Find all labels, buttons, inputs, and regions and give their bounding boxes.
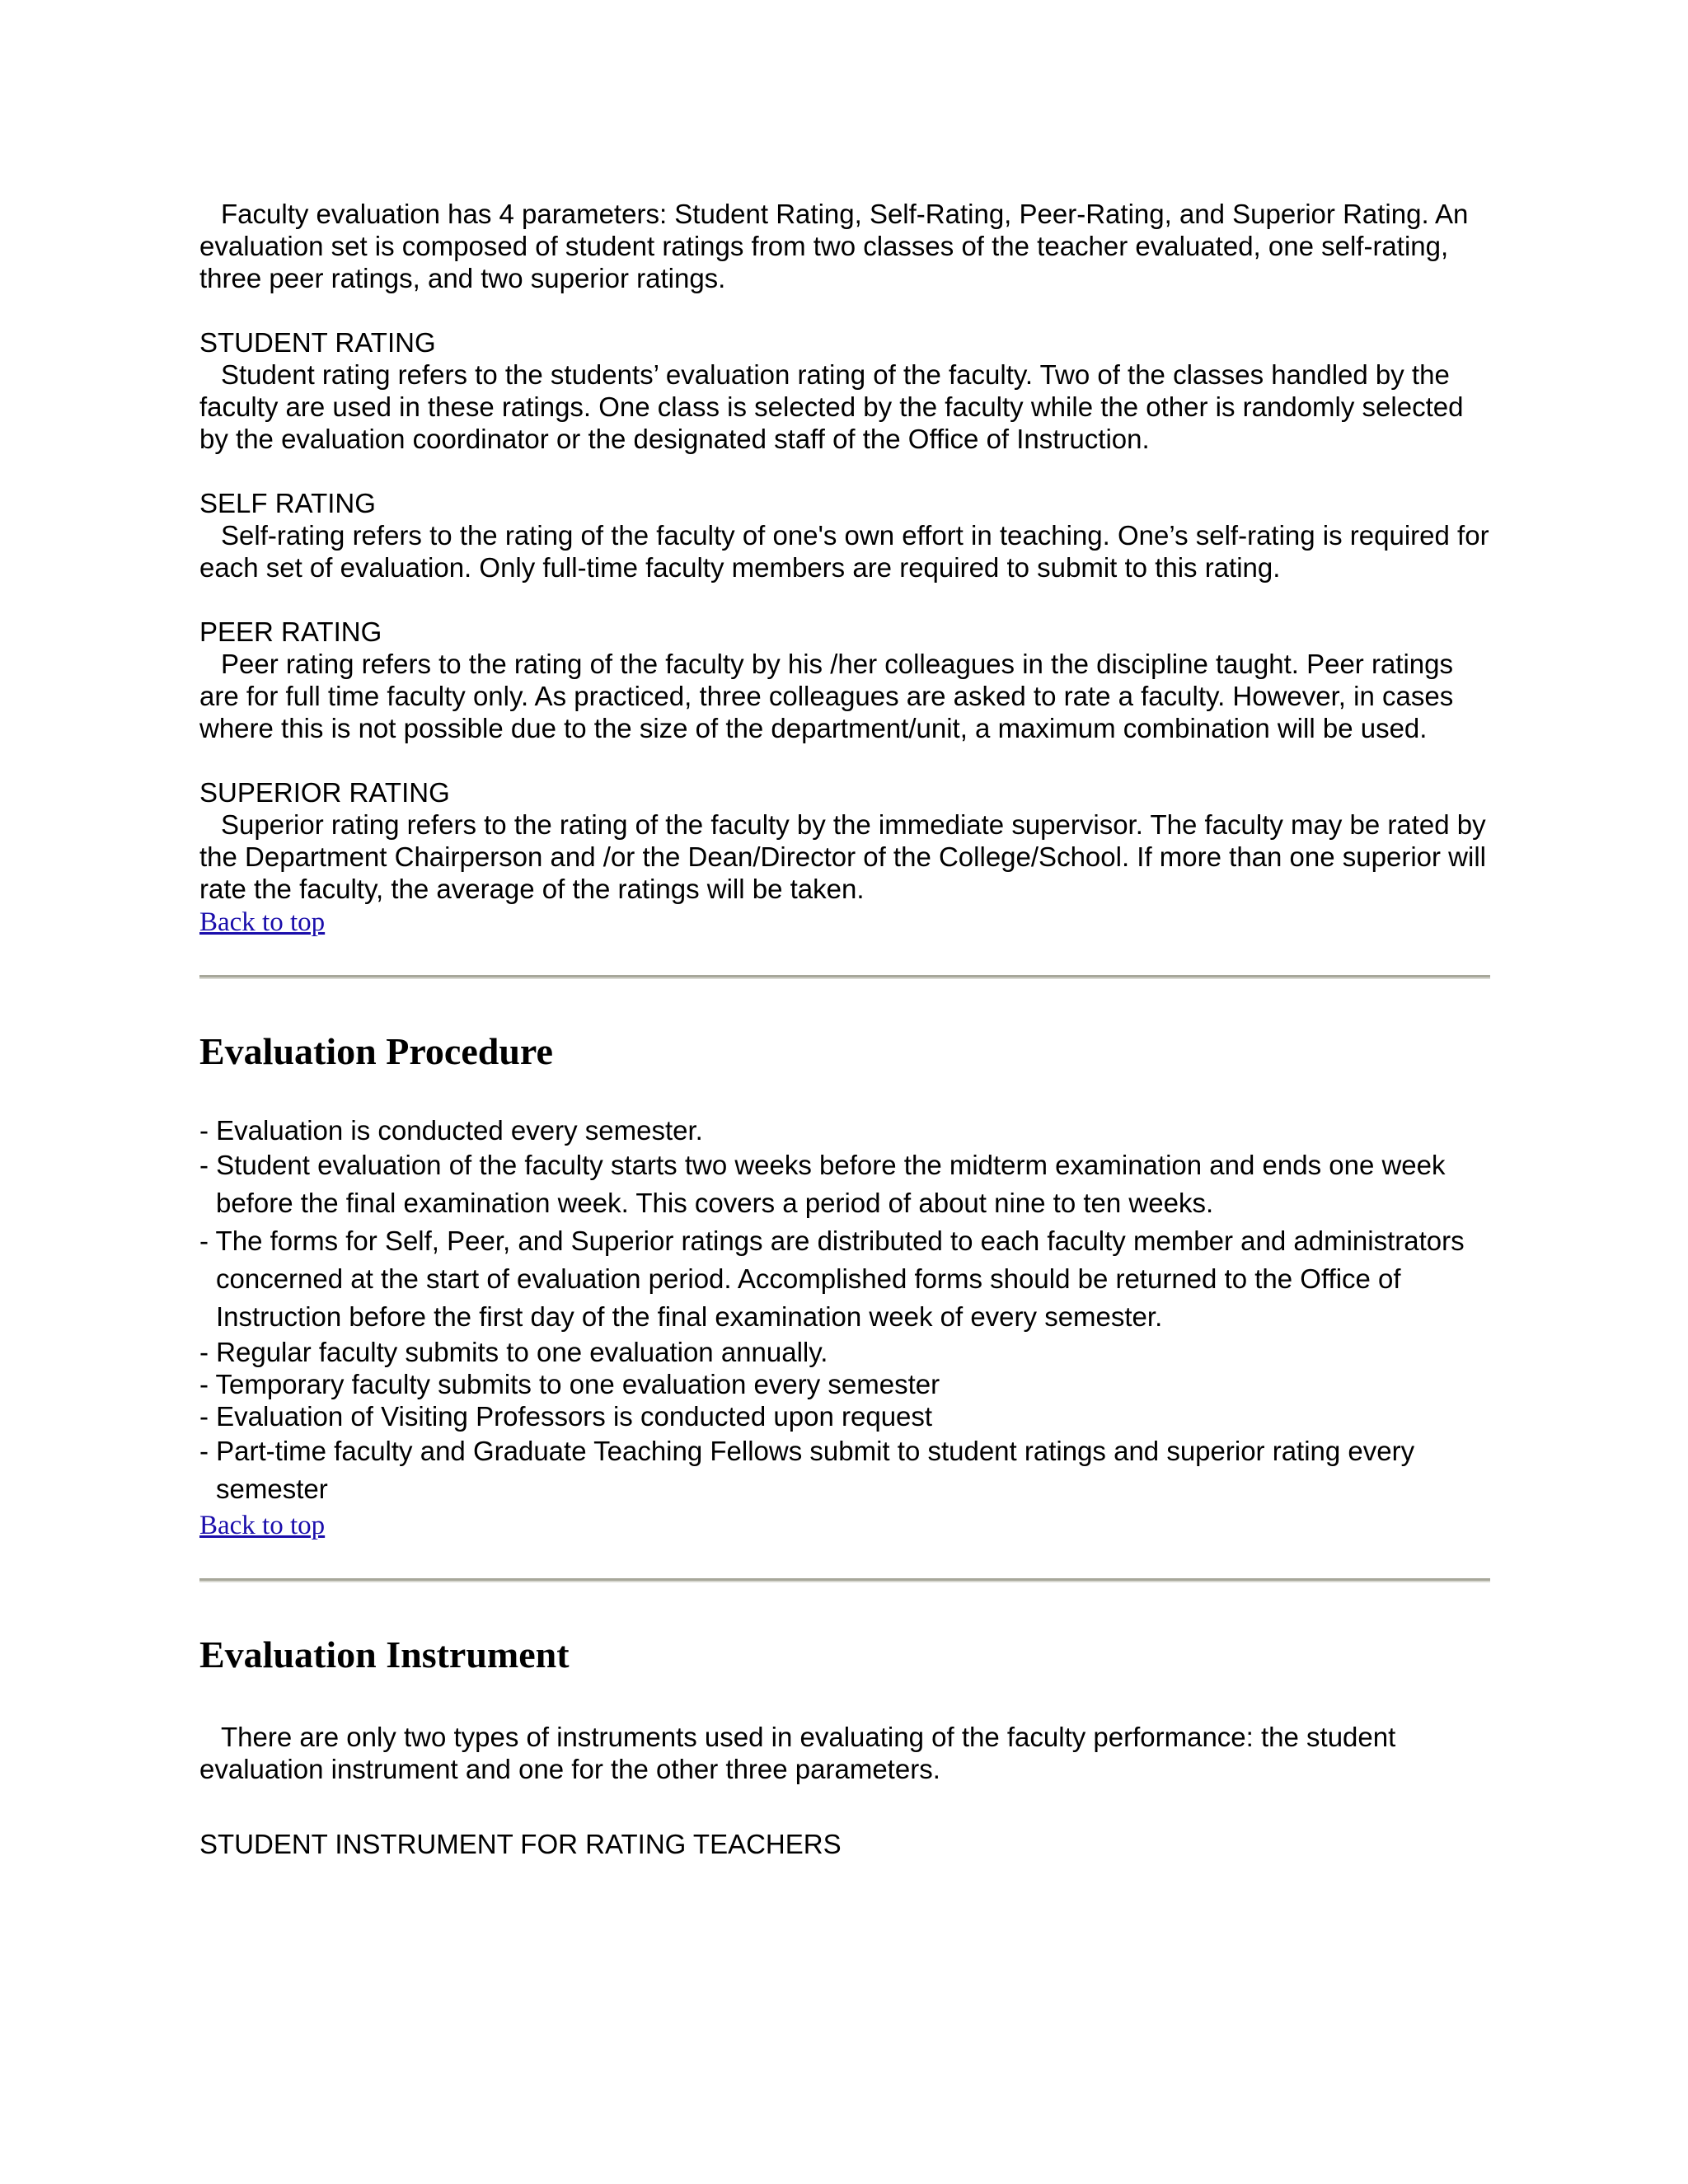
procedure-list: [199, 1114, 1490, 1508]
intro-paragraph: Faculty evaluation has 4 parameters: Student Rating, Self-Rating, Peer-Rating, and Superior Rating. An evaluation set is composed of student ratings from two classes of the teacher evaluated, one self-rating, three peer ratings, and two superior ratings.: [199, 199, 1469, 293]
procedure-item: - Regular faculty submits to one evaluation annually.: [199, 1337, 828, 1367]
procedure-item: - Student evaluation of the faculty starts two weeks before the midterm examination and ends one week before the final examination week. This covers a period of about nine to ten weeks.: [199, 1150, 1446, 1218]
procedure-item: - Evaluation of Visiting Professors is conducted upon request: [199, 1401, 933, 1432]
back-to-top-link[interactable]: Back to top: [199, 1511, 326, 1540]
superior-rating-text: Superior rating refers to the rating of the faculty by the immediate supervisor. The faculty may be rated by the Department Chairperson and /or the Dean/Director of the College/School. If more than one superior will rate the faculty, the average of the ratings will be taken.: [199, 809, 1486, 904]
peer-rating-section: [199, 616, 1490, 744]
procedure-item: - The forms for Self, Peer, and Superior ratings are distributed to each faculty member and administrators concerned at the start of evaluation period. Accomplished forms should be returned to the Office of Instruction before the first day of the final examination week of every semester.: [199, 1226, 1465, 1332]
procedure-title: Evaluation Procedure: [199, 1030, 553, 1072]
procedure-item: - Evaluation is conducted every semester.: [199, 1115, 703, 1146]
student-rating-text: Student rating refers to the students’ evaluation rating of the faculty. Two of the classes handled by the faculty are used in these ratings. One class is selected by the faculty while the other is randomly selected by the evaluation coordinator or the designated staff of the Office of Instruction.: [199, 359, 1464, 454]
peer-rating-heading: PEER RATING: [199, 616, 382, 647]
superior-rating-section: [199, 776, 1490, 905]
procedure-item: - Part-time faculty and Graduate Teaching Fellows submit to student ratings and superior rating every semester: [199, 1436, 1415, 1504]
instrument-title: Evaluation Instrument: [199, 1633, 570, 1675]
self-rating-text: Self-rating refers to the rating of the faculty of one's own effort in teaching. One’s self-rating is required for each set of evaluation. Only full-time faculty members are required to submit to this rating.: [199, 520, 1489, 583]
self-rating-section: [199, 487, 1490, 583]
student-instrument-heading: STUDENT INSTRUMENT FOR RATING TEACHERS: [199, 1829, 842, 1859]
self-rating-heading: SELF RATING: [199, 488, 376, 518]
superior-rating-heading: SUPERIOR RATING: [199, 777, 450, 808]
student-rating-heading: STUDENT RATING: [199, 327, 436, 358]
section-divider: [199, 975, 1490, 979]
back-to-top-link[interactable]: Back to top: [199, 907, 326, 937]
procedure-item: - Temporary faculty submits to one evaluation every semester: [199, 1369, 940, 1399]
instrument-text: There are only two types of instruments used in evaluating of the faculty performance: the student evaluation instrument and one for the other three parameters.: [199, 1722, 1396, 1784]
peer-rating-text: Peer rating refers to the rating of the faculty by his /her colleagues in the discipline taught. Peer ratings are for full time faculty only. As practiced, three colleagues are asked to rate a faculty. However, in cases where this is not possible due to the size of the department/unit, a maximum combination will be used.: [199, 649, 1454, 743]
document-page: [199, 198, 1490, 1860]
student-rating-section: [199, 326, 1490, 455]
section-divider: [199, 1578, 1490, 1582]
